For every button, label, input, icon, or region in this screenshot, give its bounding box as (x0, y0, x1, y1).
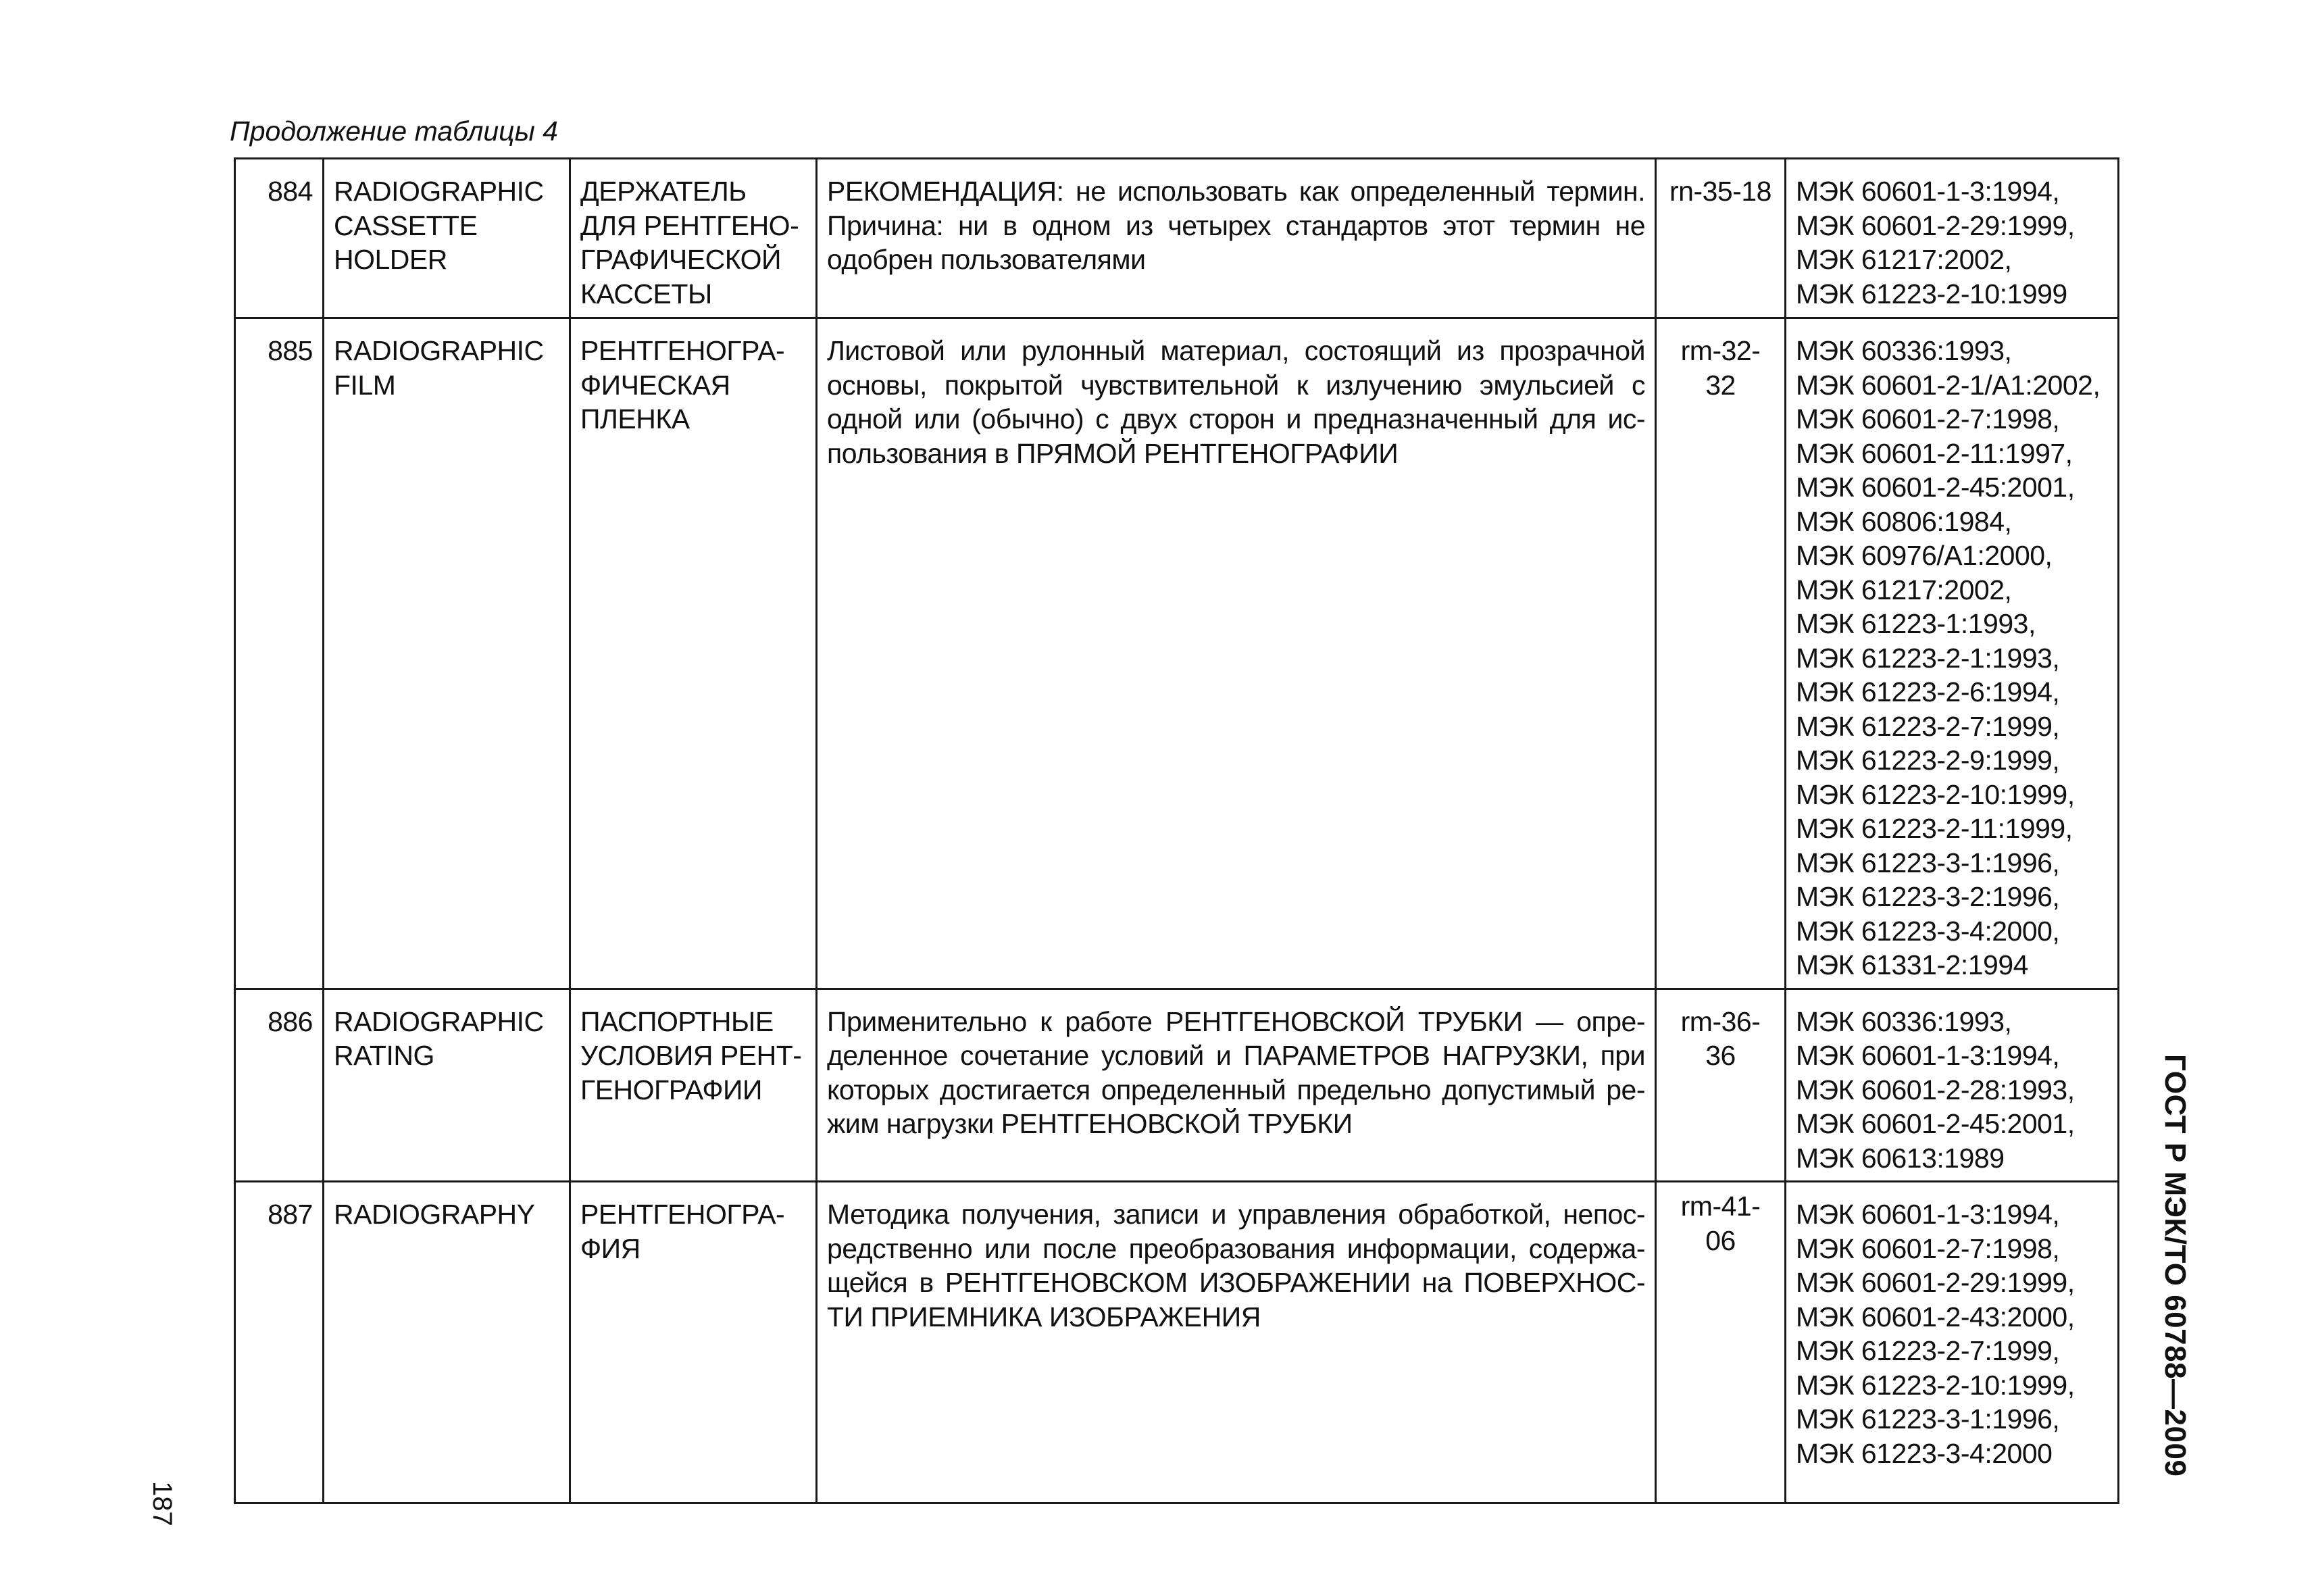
standard-designation: ГОСТ Р МЭК/ТО 60788—2009 (2159, 1054, 2192, 1477)
english-term: RADIOGRAPHIC FILM (324, 318, 570, 989)
table-row (235, 159, 2119, 318)
english-term: RADIOGRAPHY (324, 1182, 570, 1503)
standard-references: МЭК 60601-1-3:1994, МЭК 60601-2-7:1998, МЭК 60601-2-29:1999, МЭК 60601-2-43:2000, МЭК 61223-2-7:1999, МЭК 61223-2-10:1999, МЭК 61223-3-1:1996, МЭК 61223-3-4:2000 (1786, 1182, 2119, 1503)
term-definition: Применительно к работе РЕНТГЕНОВСКОЙ ТРУБКИ — опре-деленное сочетание условий и ПАРАМЕТРОВ НАГРУЗКИ, при которых достигается определенный предельно допустимый ре-жим нагрузки РЕНТГЕНОВСКОЙ ТРУБКИ (817, 989, 1656, 1182)
table-row (235, 989, 2119, 1182)
table-row (235, 318, 2119, 989)
term-code: rm-36-36 (1656, 989, 1786, 1182)
term-number: 887 (235, 1182, 324, 1503)
standard-references: МЭК 60336:1993, МЭК 60601-1-3:1994, МЭК 60601-2-28:1993, МЭК 60601-2-45:2001, МЭК 60613:1989 (1786, 989, 2119, 1182)
english-term: RADIOGRAPHIC RATING (324, 989, 570, 1182)
term-definition: Листовой или рулонный материал, состоящий из прозрачной основы, покрытой чувствительной к излучению эмульсией с одной или (обычно) с двух сторон и предназначенный для ис-пользования в ПРЯМОЙ РЕНТГЕНОГРАФИИ (817, 318, 1656, 989)
term-number: 885 (235, 318, 324, 989)
english-term: RADIOGRAPHIC CASSETTE HOLDER (324, 159, 570, 318)
russian-term: ПАСПОРТНЫЕ УСЛОВИЯ РЕНТ- ГЕНОГРАФИИ (570, 989, 817, 1182)
term-code: rn-35-18 (1656, 159, 1786, 318)
term-number: 884 (235, 159, 324, 318)
term-code: rm-41-06 (1656, 1182, 1786, 1503)
term-code: rm-32-32 (1656, 318, 1786, 989)
table-row (235, 1182, 2119, 1503)
russian-term: РЕНТГЕНОГРА- ФИЧЕСКАЯ ПЛЕНКА (570, 318, 817, 989)
term-definition: РЕКОМЕНДАЦИЯ: не использовать как определенный термин. Причина: ни в одном из четырех стандартов этот термин не одобрен пользователями (817, 159, 1656, 318)
terms-table (234, 157, 2119, 1504)
term-number: 886 (235, 989, 324, 1182)
russian-term: ДЕРЖАТЕЛЬ ДЛЯ РЕНТГЕНО- ГРАФИЧЕСКОЙ КАССЕТЫ (570, 159, 817, 318)
table-caption: Продолжение таблицы 4 (230, 116, 558, 147)
page-number: 187 (147, 1481, 177, 1526)
term-definition: Методика получения, записи и управления обработкой, непос-редственно или после преобразования информации, содержа-щейся в РЕНТГЕНОВСКОМ ИЗОБРАЖЕНИИ на ПОВЕРХНОС-ТИ ПРИЕМНИКА ИЗОБРАЖЕНИЯ (817, 1182, 1656, 1503)
standard-references: МЭК 60601-1-3:1994, МЭК 60601-2-29:1999, МЭК 61217:2002, МЭК 61223-2-10:1999 (1786, 159, 2119, 318)
russian-term: РЕНТГЕНОГРА- ФИЯ (570, 1182, 817, 1503)
standard-references: МЭК 60336:1993, МЭК 60601-2-1/A1:2002, МЭК 60601-2-7:1998, МЭК 60601-2-11:1997, МЭК 60601-2-45:2001, МЭК 60806:1984, МЭК 60976/A1:2000, МЭК 61217:2002, МЭК 61223-1:1993, МЭК 61223-2-1:1993, МЭК 61223-2-6:1994, МЭК 61223-2-7:1999, МЭК 61223-2-9:1999, МЭК 61223-2-10:1999, МЭК 61223-2-11:1999, МЭК 61223-3-1:1996, МЭК 61223-3-2:1996, МЭК 61223-3-4:2000, МЭК 61331-2:1994 (1786, 318, 2119, 989)
